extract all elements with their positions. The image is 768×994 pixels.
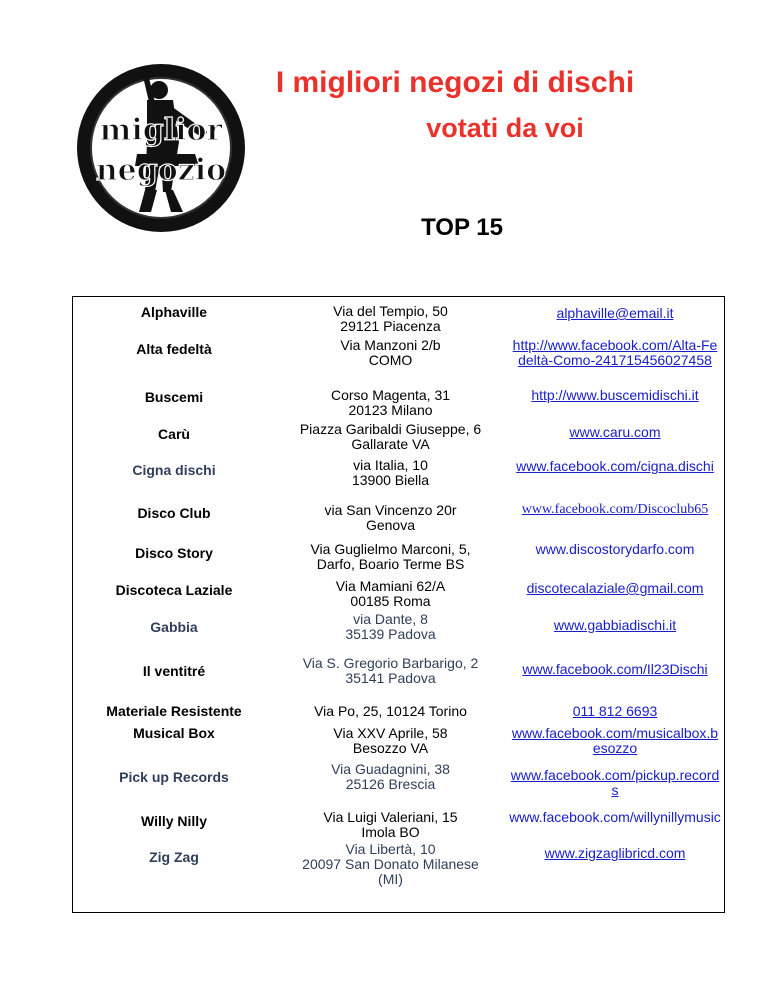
shop-name: Gabbia (150, 619, 198, 635)
shop-address: Corso Magenta, 31 20123 Milano (330, 387, 451, 418)
shop-address: Piazza Garibaldi Giuseppe, 6 Gallarate VA (299, 421, 482, 452)
shop-link[interactable]: www.discostorydarfo.com (535, 541, 695, 557)
shop-link[interactable]: http://www.facebook.com/Alta-Fedeltà-Como-241715456027458 (512, 337, 718, 368)
table-row (73, 498, 725, 538)
shop-link[interactable]: www.zigzaglibricd.com (544, 845, 686, 861)
shop-link[interactable]: www.facebook.com/Il23Dischi (522, 661, 708, 677)
table-row (73, 538, 725, 575)
shop-link[interactable]: www.gabbiadischi.it (553, 617, 677, 633)
shop-link[interactable]: www.facebook.com/cigna.dischi (516, 458, 714, 474)
logo-line2: negozio (95, 153, 227, 188)
table-row (73, 455, 725, 498)
shop-name: Cigna dischi (132, 462, 216, 478)
table-row (73, 334, 725, 382)
shops-table (72, 296, 725, 913)
shop-name: Disco Story (135, 545, 213, 561)
table-row (73, 700, 725, 724)
shop-address: Via Libertà, 10 20097 San Donato Milanese (MI) (302, 841, 479, 887)
table-row (73, 724, 725, 762)
shop-link[interactable]: alphaville@email.it (556, 305, 674, 321)
shop-address: via Dante, 8 35139 Padova (345, 611, 436, 642)
shop-address: Via XXV Aprile, 58 Besozzo VA (333, 725, 448, 756)
shop-address: Via Luigi Valeriani, 15 Imola BO (323, 809, 458, 840)
shop-address: via San Vincenzo 20r Genova (324, 502, 457, 533)
shop-address: Via del Tempio, 50 29121 Piacenza (333, 303, 448, 334)
shop-address: Via Guadagnini, 38 25126 Brescia (331, 761, 450, 792)
shop-link[interactable]: www.caru.com (569, 424, 661, 440)
shop-link[interactable]: www.facebook.com/pickup.records (510, 767, 720, 798)
shop-name: Il ventitré (142, 663, 206, 679)
shop-name: Zig Zag (149, 849, 199, 865)
logo-line1: miglior (99, 113, 223, 148)
shop-address: Via S. Gregorio Barbarigo, 2 35141 Padova (302, 655, 479, 686)
shop-link[interactable]: discotecalaziale@gmail.com (526, 580, 704, 596)
shop-name: Pick up Records (119, 769, 229, 785)
shop-name: Willy Nilly (140, 813, 207, 829)
shop-address: via Italia, 10 13900 Biella (351, 457, 430, 488)
page-title: I migliori negozi di dischi (275, 66, 635, 99)
top15-heading: TOP 15 (421, 214, 503, 241)
shop-name: Discoteca Laziale (115, 582, 233, 598)
shop-address: Via Manzoni 2/b COMO (340, 337, 441, 368)
table-row (73, 419, 725, 455)
shop-link[interactable]: www.facebook.com/musicalbox.besozzo (511, 725, 719, 756)
shop-link[interactable]: www.facebook.com/willynillymusic (509, 809, 721, 825)
table-row (73, 612, 725, 656)
shop-name: Buscemi (144, 389, 204, 405)
shop-address: Via Mamiani 62/A 00185 Roma (335, 578, 446, 609)
shop-name: Alphaville (140, 304, 208, 320)
shop-link[interactable]: 011 812 6693 (572, 703, 658, 719)
table-row (73, 762, 725, 806)
shop-link[interactable]: www.facebook.com/Discoclub65 (521, 502, 709, 517)
table-row (73, 382, 725, 419)
shop-name: Disco Club (137, 505, 211, 521)
table-row (73, 656, 725, 700)
shop-address: Via Guglielmo Marconi, 5, Darfo, Boario Terme BS (310, 541, 471, 572)
shop-link[interactable]: http://www.buscemidischi.it (531, 387, 699, 403)
shop-address: Via Po, 25, 10124 Torino (314, 703, 467, 719)
shop-name: Musical Box (133, 725, 215, 741)
table-row (73, 842, 725, 912)
shop-name: Alta fedeltà (136, 341, 212, 357)
shop-name: Carù (158, 426, 190, 442)
table-row (73, 297, 725, 335)
table-row (73, 806, 725, 842)
shop-name: Materiale Resistente (106, 703, 242, 719)
table-row (73, 575, 725, 612)
page-subtitle: votati da voi (426, 113, 584, 143)
